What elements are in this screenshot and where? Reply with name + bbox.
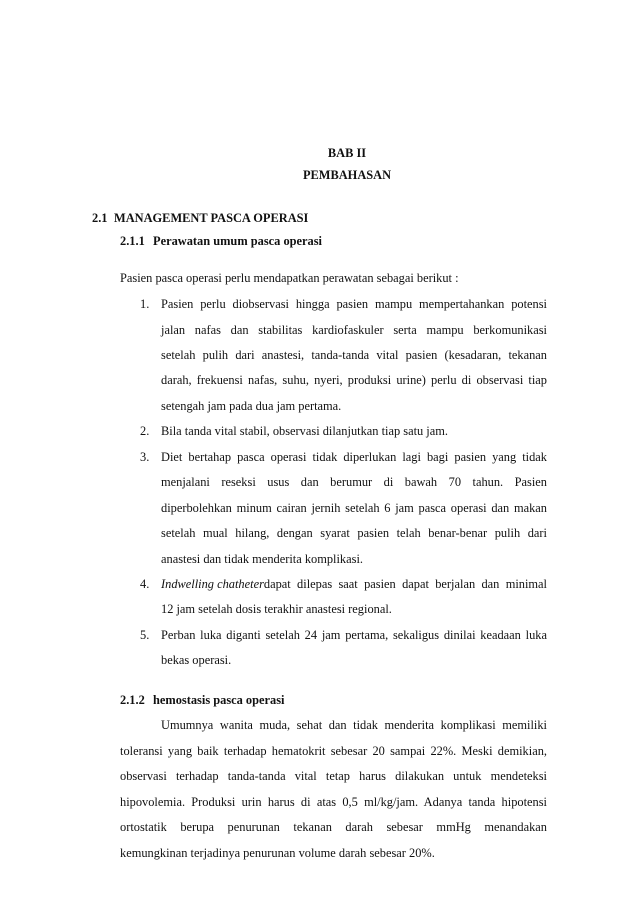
subsection-1-number: 2.1.1 <box>120 234 145 248</box>
paragraph-line: ortostatik berupa penurunan tekanan darah sebesar mmHg menandakan <box>120 820 547 834</box>
list-item-line: Pasien perlu diobservasi hingga pasien mampu mempertahankan potensi <box>161 297 547 311</box>
italic-term: Indwelling chatheter <box>161 577 264 591</box>
list-item-number: 5. <box>140 628 150 642</box>
chapter-label: BAB II <box>327 146 367 160</box>
list-item-line: 12 jam setelah dosis terakhir anastesi regional. <box>161 602 392 616</box>
list-item-number: 3. <box>140 450 150 464</box>
list-item-line: setelah mual hilang, dengan syarat pasien telah benar-benar pulih dari <box>161 526 547 540</box>
list-item-line <box>161 576 547 592</box>
subsection-2-number: 2.1.2 <box>120 693 145 707</box>
list-item-line: Bila tanda vital stabil, observasi dilanjutkan tiap satu jam. <box>161 424 448 438</box>
list-item-line: darah, frekuensi nafas, suhu, nyeri, produksi urine) perlu di observasi tiap <box>161 373 547 387</box>
list-item-line: anastesi dan tidak menderita komplikasi. <box>161 552 363 566</box>
subsection-2-title: hemostasis pasca operasi <box>153 693 285 707</box>
list-item-number: 2. <box>140 424 150 438</box>
paragraph-line: toleransi yang baik terhadap hematokrit sebesar 20 sampai 22%. Meski demikian, <box>120 744 547 758</box>
list-item-line: jalan nafas dan stabilitas kardiofaskuler serta mampu berkomunikasi <box>161 323 547 337</box>
list-item-line: menjalani reseksi usus dan berumur di bawah 70 tahun. Pasien <box>161 475 547 489</box>
chapter-title: PEMBAHASAN <box>302 168 392 182</box>
paragraph-line: observasi terhadap tanda-tanda vital tetap harus dilakukan untuk mendeteksi <box>120 769 547 783</box>
paragraph-line: Umumnya wanita muda, sehat dan tidak menderita komplikasi memiliki <box>161 718 547 732</box>
list-item-line: setelah pulih dari anastesi, tanda-tanda vital pasien (kesadaran, tekanan <box>161 348 547 362</box>
list-item-text: dapat dilepas saat pasien dapat berjalan dan minimal <box>263 577 547 591</box>
list-item-number: 1. <box>140 297 150 311</box>
list-item-line: setengah jam pada dua jam pertama. <box>161 399 342 413</box>
list-item-line: bekas operasi. <box>161 653 232 667</box>
paragraph-line: kemungkinan terjadinya penurunan volume darah sebesar 20%. <box>120 846 435 860</box>
subsection-1-title: Perawatan umum pasca operasi <box>153 234 322 248</box>
list-item-number: 4. <box>140 577 150 591</box>
list-item-line: diperbolehkan minum cairan jernih setelah 6 jam pasca operasi dan makan <box>161 501 547 515</box>
intro-text: Pasien pasca operasi perlu mendapatkan perawatan sebagai berikut : <box>120 271 459 285</box>
list-item-line: Diet bertahap pasca operasi tidak diperlukan lagi bagi pasien yang tidak <box>161 450 547 464</box>
list-item-line: Perban luka diganti setelah 24 jam pertama, sekaligus dinilai keadaan luka <box>161 628 547 642</box>
section-number: 2.1 <box>92 211 108 225</box>
paragraph-line: hipovolemia. Produksi urin harus di atas 0,5 ml/kg/jam. Adanya tanda hipotensi <box>120 795 547 809</box>
section-title: MANAGEMENT PASCA OPERASI <box>114 211 309 225</box>
